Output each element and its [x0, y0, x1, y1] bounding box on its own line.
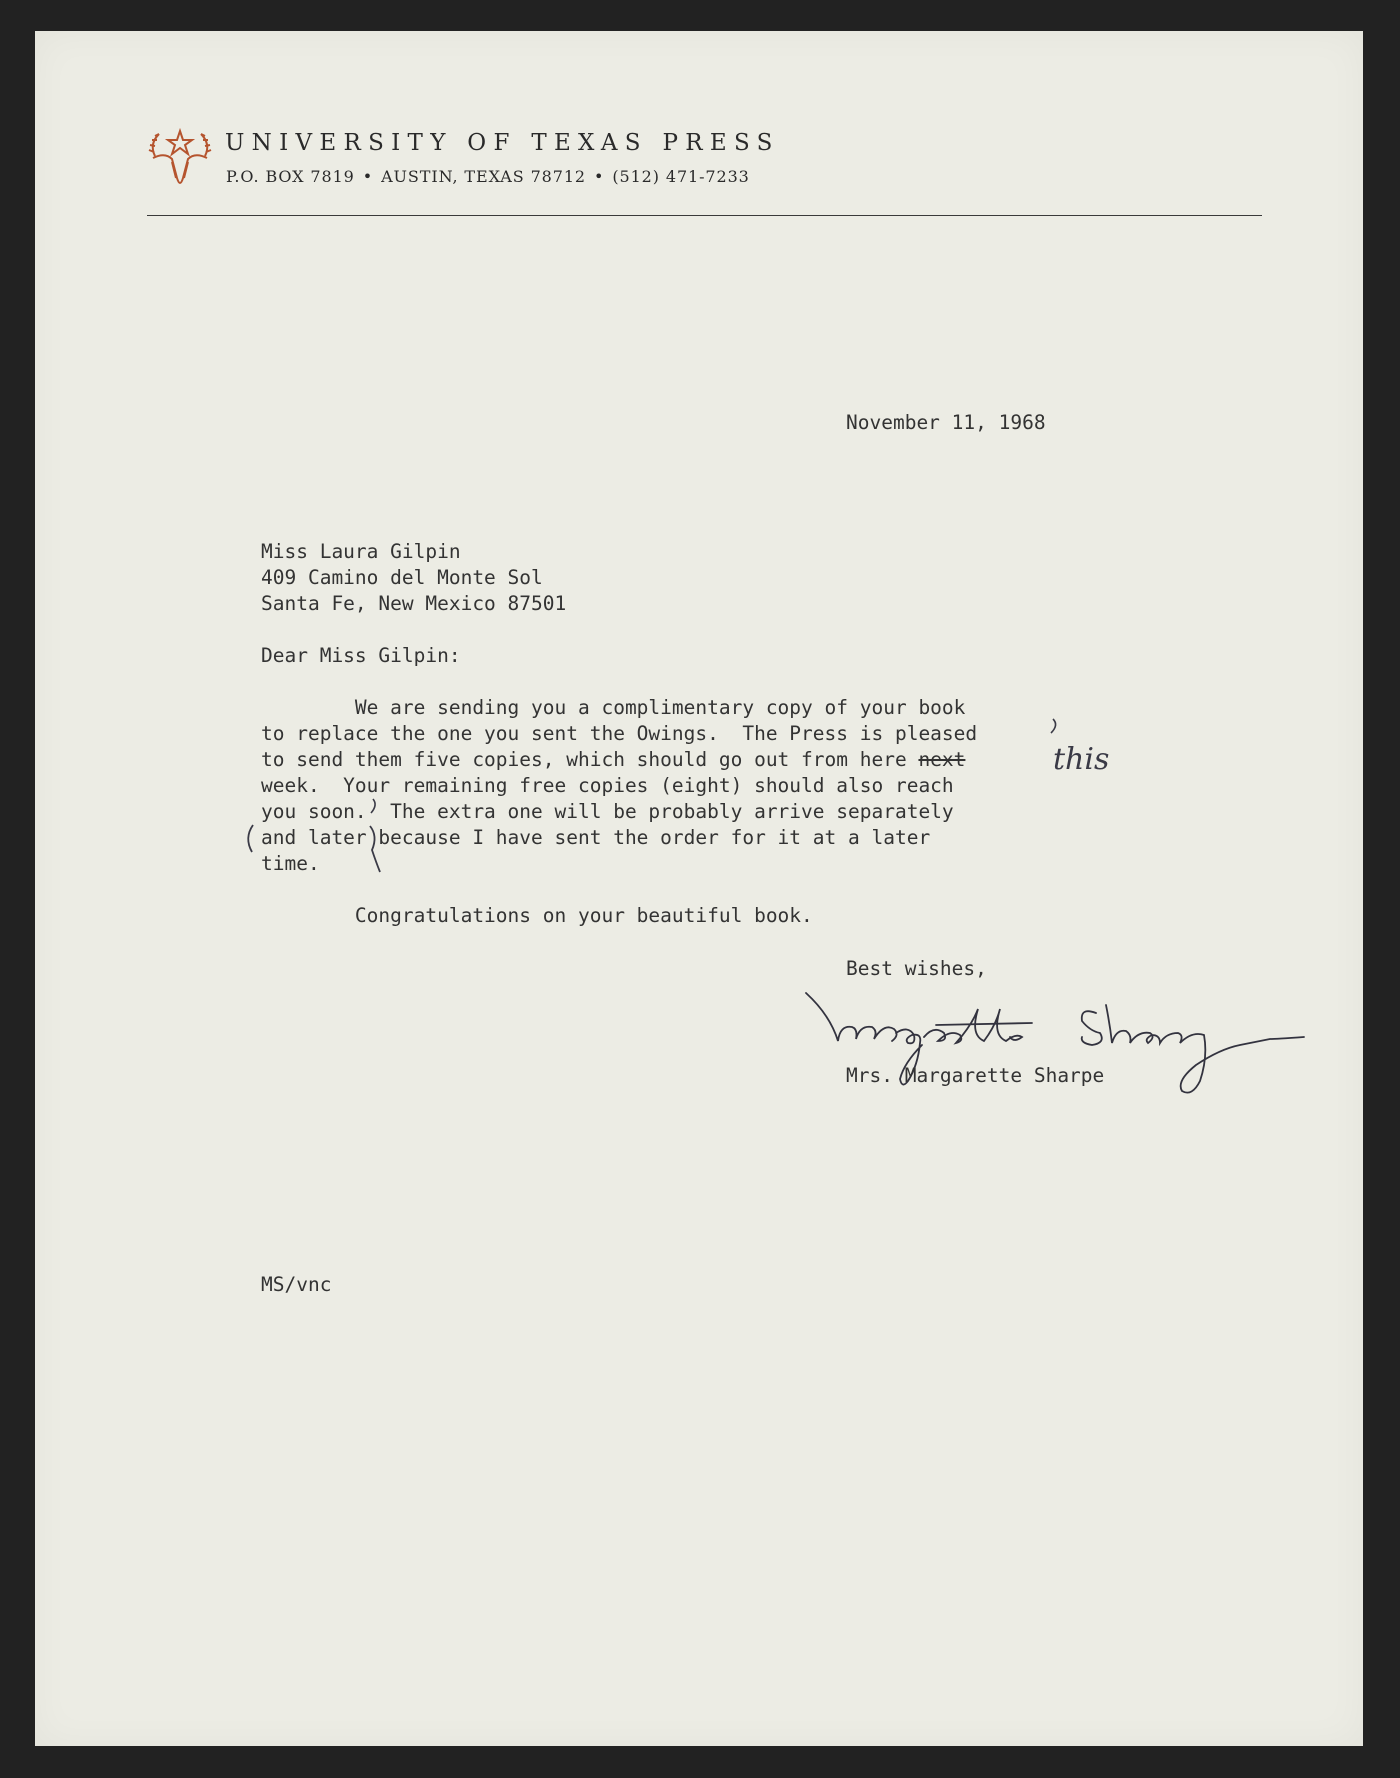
letterhead-rule — [147, 215, 1262, 216]
recipient-street: 409 Camino del Monte Sol — [261, 566, 543, 589]
handwritten-parentheses-mark — [240, 820, 400, 880]
letterhead-contact — [226, 167, 750, 186]
handwritten-signature — [800, 985, 1320, 1115]
congratulations-line: Congratulations on your beautiful book. — [261, 904, 813, 927]
body-line: you soon. The extra one will be probably arrive separately — [261, 800, 954, 823]
letter-date: November 11, 1968 — [846, 411, 1046, 434]
letterhead-phone: (512) 471-7233 — [612, 167, 750, 186]
letterhead-city: AUSTIN, TEXAS 78712 — [381, 167, 587, 186]
recipient-city: Santa Fe, New Mexico 87501 — [261, 592, 567, 615]
letter-page — [35, 31, 1363, 1746]
separator-dot: • — [362, 167, 374, 186]
body-line — [261, 747, 965, 773]
handwritten-comma-mark — [365, 795, 385, 817]
separator-dot: • — [594, 167, 605, 186]
body-line: week. Your remaining free copies (eight) should also reach — [261, 774, 954, 797]
longhorn-star-wreath-icon — [145, 126, 215, 194]
body-line: to replace the one you sent the Owings. The Press is pleased — [261, 722, 978, 745]
struck-word: next — [918, 748, 966, 771]
salutation: Dear Miss Gilpin: — [261, 644, 461, 667]
handwritten-correction: this — [1053, 742, 1110, 777]
letterhead-address: P.O. BOX 7819 — [226, 167, 355, 186]
closing: Best wishes, — [846, 957, 987, 980]
letterhead-name: UNIVERSITY OF TEXAS PRESS — [225, 130, 780, 156]
body-line-text: to send them five copies, which should go out from here — [261, 748, 919, 771]
handwritten-comma-mark — [1045, 715, 1067, 737]
signer-name: Mrs. Margarette Sharpe — [846, 1064, 1105, 1087]
body-line: We are sending you a complimentary copy of your book — [261, 696, 966, 719]
body-line: time. — [261, 852, 320, 875]
body-line: and later because I have sent the order for it at a later — [261, 826, 931, 849]
reference-initials: MS/vnc — [261, 1273, 332, 1296]
recipient-name: Miss Laura Gilpin — [261, 540, 461, 563]
